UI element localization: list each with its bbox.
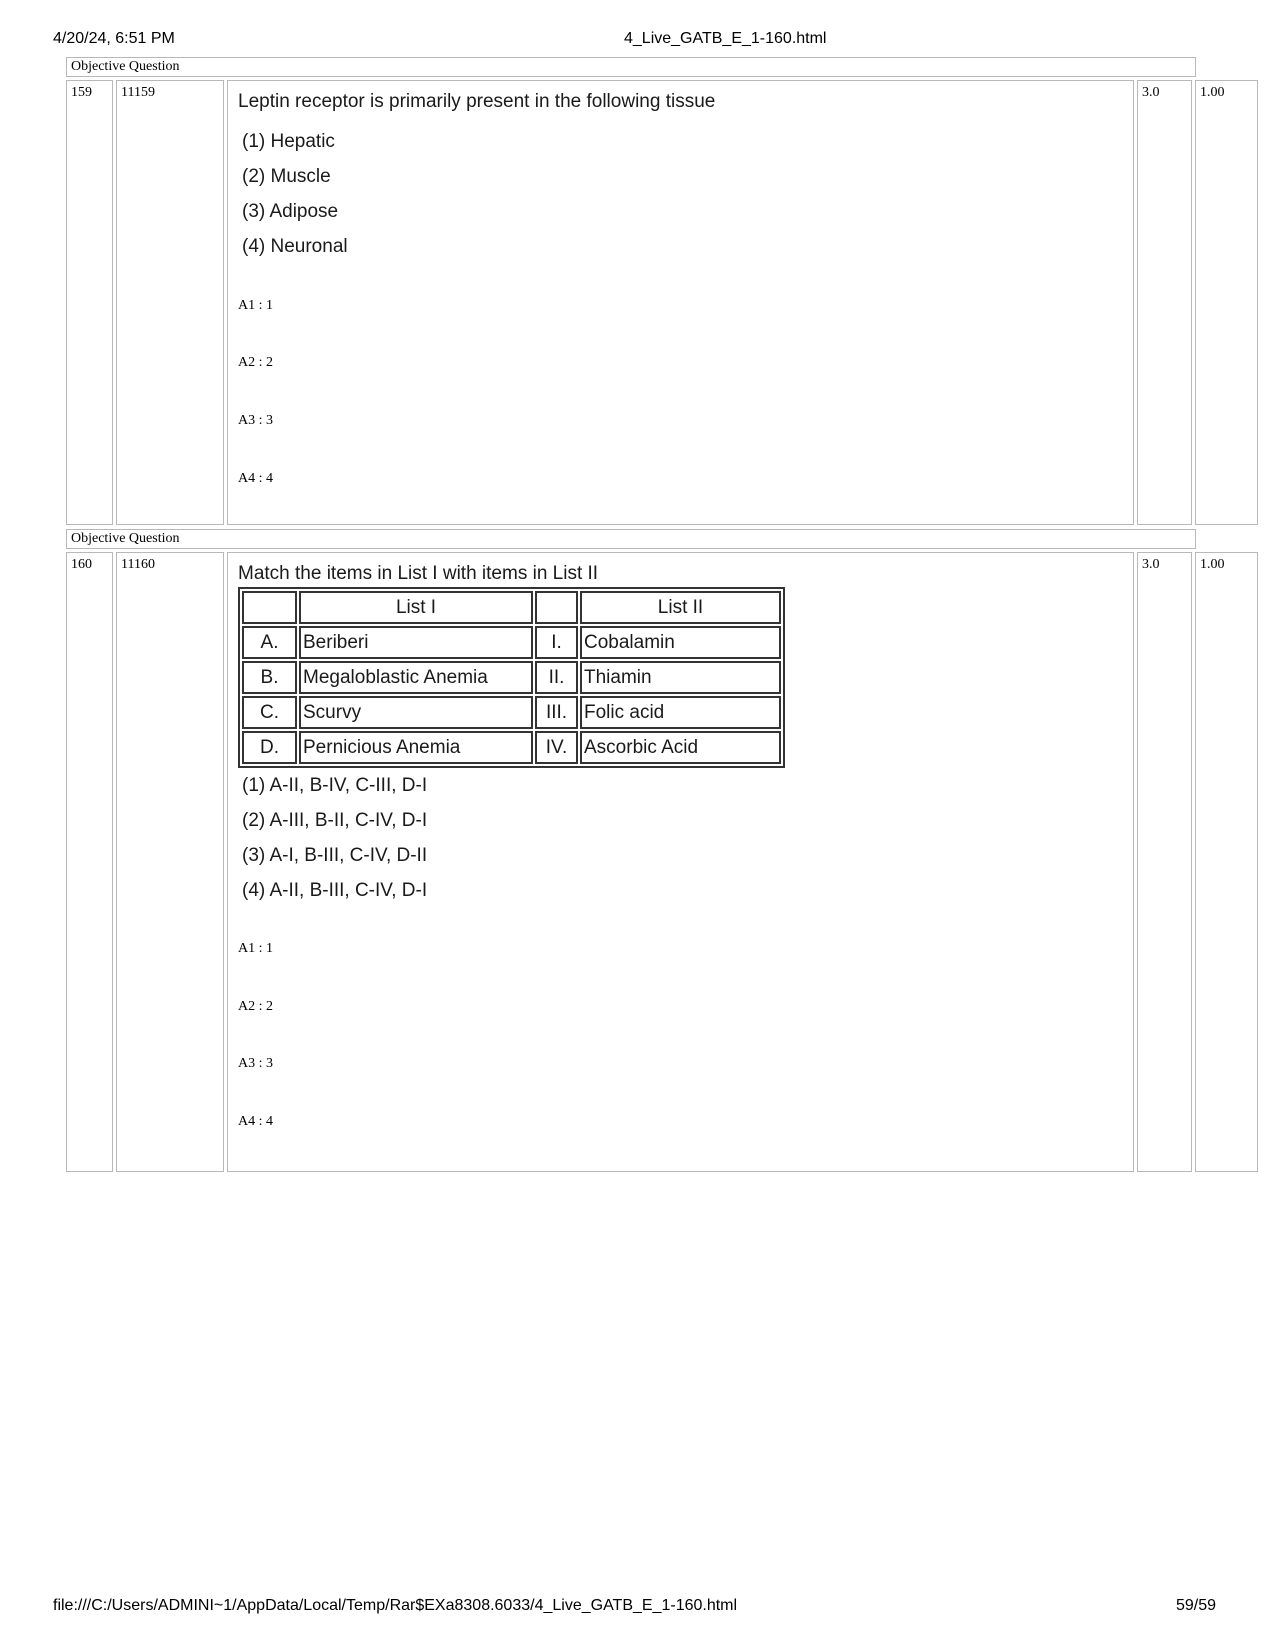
table-row [242, 731, 781, 764]
table-cell: Thiamin [580, 661, 781, 694]
question-number: 159 [66, 80, 113, 525]
answer-2: A2 : 2 [238, 999, 273, 1014]
option-1: (1) Hepatic [242, 131, 335, 152]
table-cell: Cobalamin [580, 626, 781, 659]
question-id: 11160 [116, 552, 224, 1172]
answer-1: A1 : 1 [238, 298, 273, 313]
question-marks: 3.0 [1137, 552, 1192, 1172]
question-marks: 3.0 [1137, 80, 1192, 525]
footer-page-number: 59/59 [1176, 1597, 1217, 1614]
match-table [238, 587, 785, 768]
question-body [227, 80, 1134, 525]
option-4: (4) A-II, B-III, C-IV, D-I [242, 880, 428, 901]
table-cell: Scurvy [299, 696, 533, 729]
question-text: Leptin receptor is primarily present in the following tissue [238, 91, 716, 112]
answer-1: A1 : 1 [238, 941, 273, 956]
question-id: 11159 [116, 80, 224, 525]
answer-2: A2 : 2 [238, 355, 273, 370]
question-number: 160 [66, 552, 113, 1172]
table-cell: II. [535, 661, 578, 694]
answer-4: A4 : 4 [238, 1114, 273, 1129]
table-header-list-1: List I [299, 591, 533, 624]
table-cell: I. [535, 626, 578, 659]
header-title: 4_Live_GATB_E_1-160.html [624, 30, 827, 47]
table-cell: D. [242, 731, 297, 764]
option-3: (3) Adipose [242, 201, 339, 222]
table-cell [535, 591, 578, 624]
question-body [227, 552, 1134, 1172]
table-cell: Pernicious Anemia [299, 731, 533, 764]
question-text: Match the items in List I with items in List II [238, 563, 599, 584]
option-2: (2) Muscle [242, 166, 331, 187]
table-header-list-2: List II [580, 591, 781, 624]
option-3: (3) A-I, B-III, C-IV, D-II [242, 845, 428, 866]
answer-3: A3 : 3 [238, 1056, 273, 1071]
header-datetime: 4/20/24, 6:51 PM [53, 30, 175, 47]
table-row [242, 661, 781, 694]
table-cell: Ascorbic Acid [580, 731, 781, 764]
option-4: (4) Neuronal [242, 236, 348, 257]
question-negative-marks: 1.00 [1195, 552, 1258, 1172]
table-cell [242, 591, 297, 624]
table-cell: Megaloblastic Anemia [299, 661, 533, 694]
answer-3: A3 : 3 [238, 413, 273, 428]
table-row [242, 696, 781, 729]
table-cell: B. [242, 661, 297, 694]
table-cell: C. [242, 696, 297, 729]
question-type: Objective Question [66, 529, 1196, 549]
option-1: (1) A-II, B-IV, C-III, D-I [242, 775, 428, 796]
footer-file-path: file:///C:/Users/ADMINI~1/AppData/Local/Temp/Rar$EXa8308.6033/4_Live_GATB_E_1-160.html [53, 1597, 738, 1614]
table-cell: Folic acid [580, 696, 781, 729]
table-row [242, 626, 781, 659]
question-negative-marks: 1.00 [1195, 80, 1258, 525]
table-cell: Beriberi [299, 626, 533, 659]
option-2: (2) A-III, B-II, C-IV, D-I [242, 810, 428, 831]
table-cell: III. [535, 696, 578, 729]
table-cell: IV. [535, 731, 578, 764]
match-table-header [242, 591, 781, 624]
table-cell: A. [242, 626, 297, 659]
answer-4: A4 : 4 [238, 471, 273, 486]
question-type: Objective Question [66, 57, 1196, 77]
